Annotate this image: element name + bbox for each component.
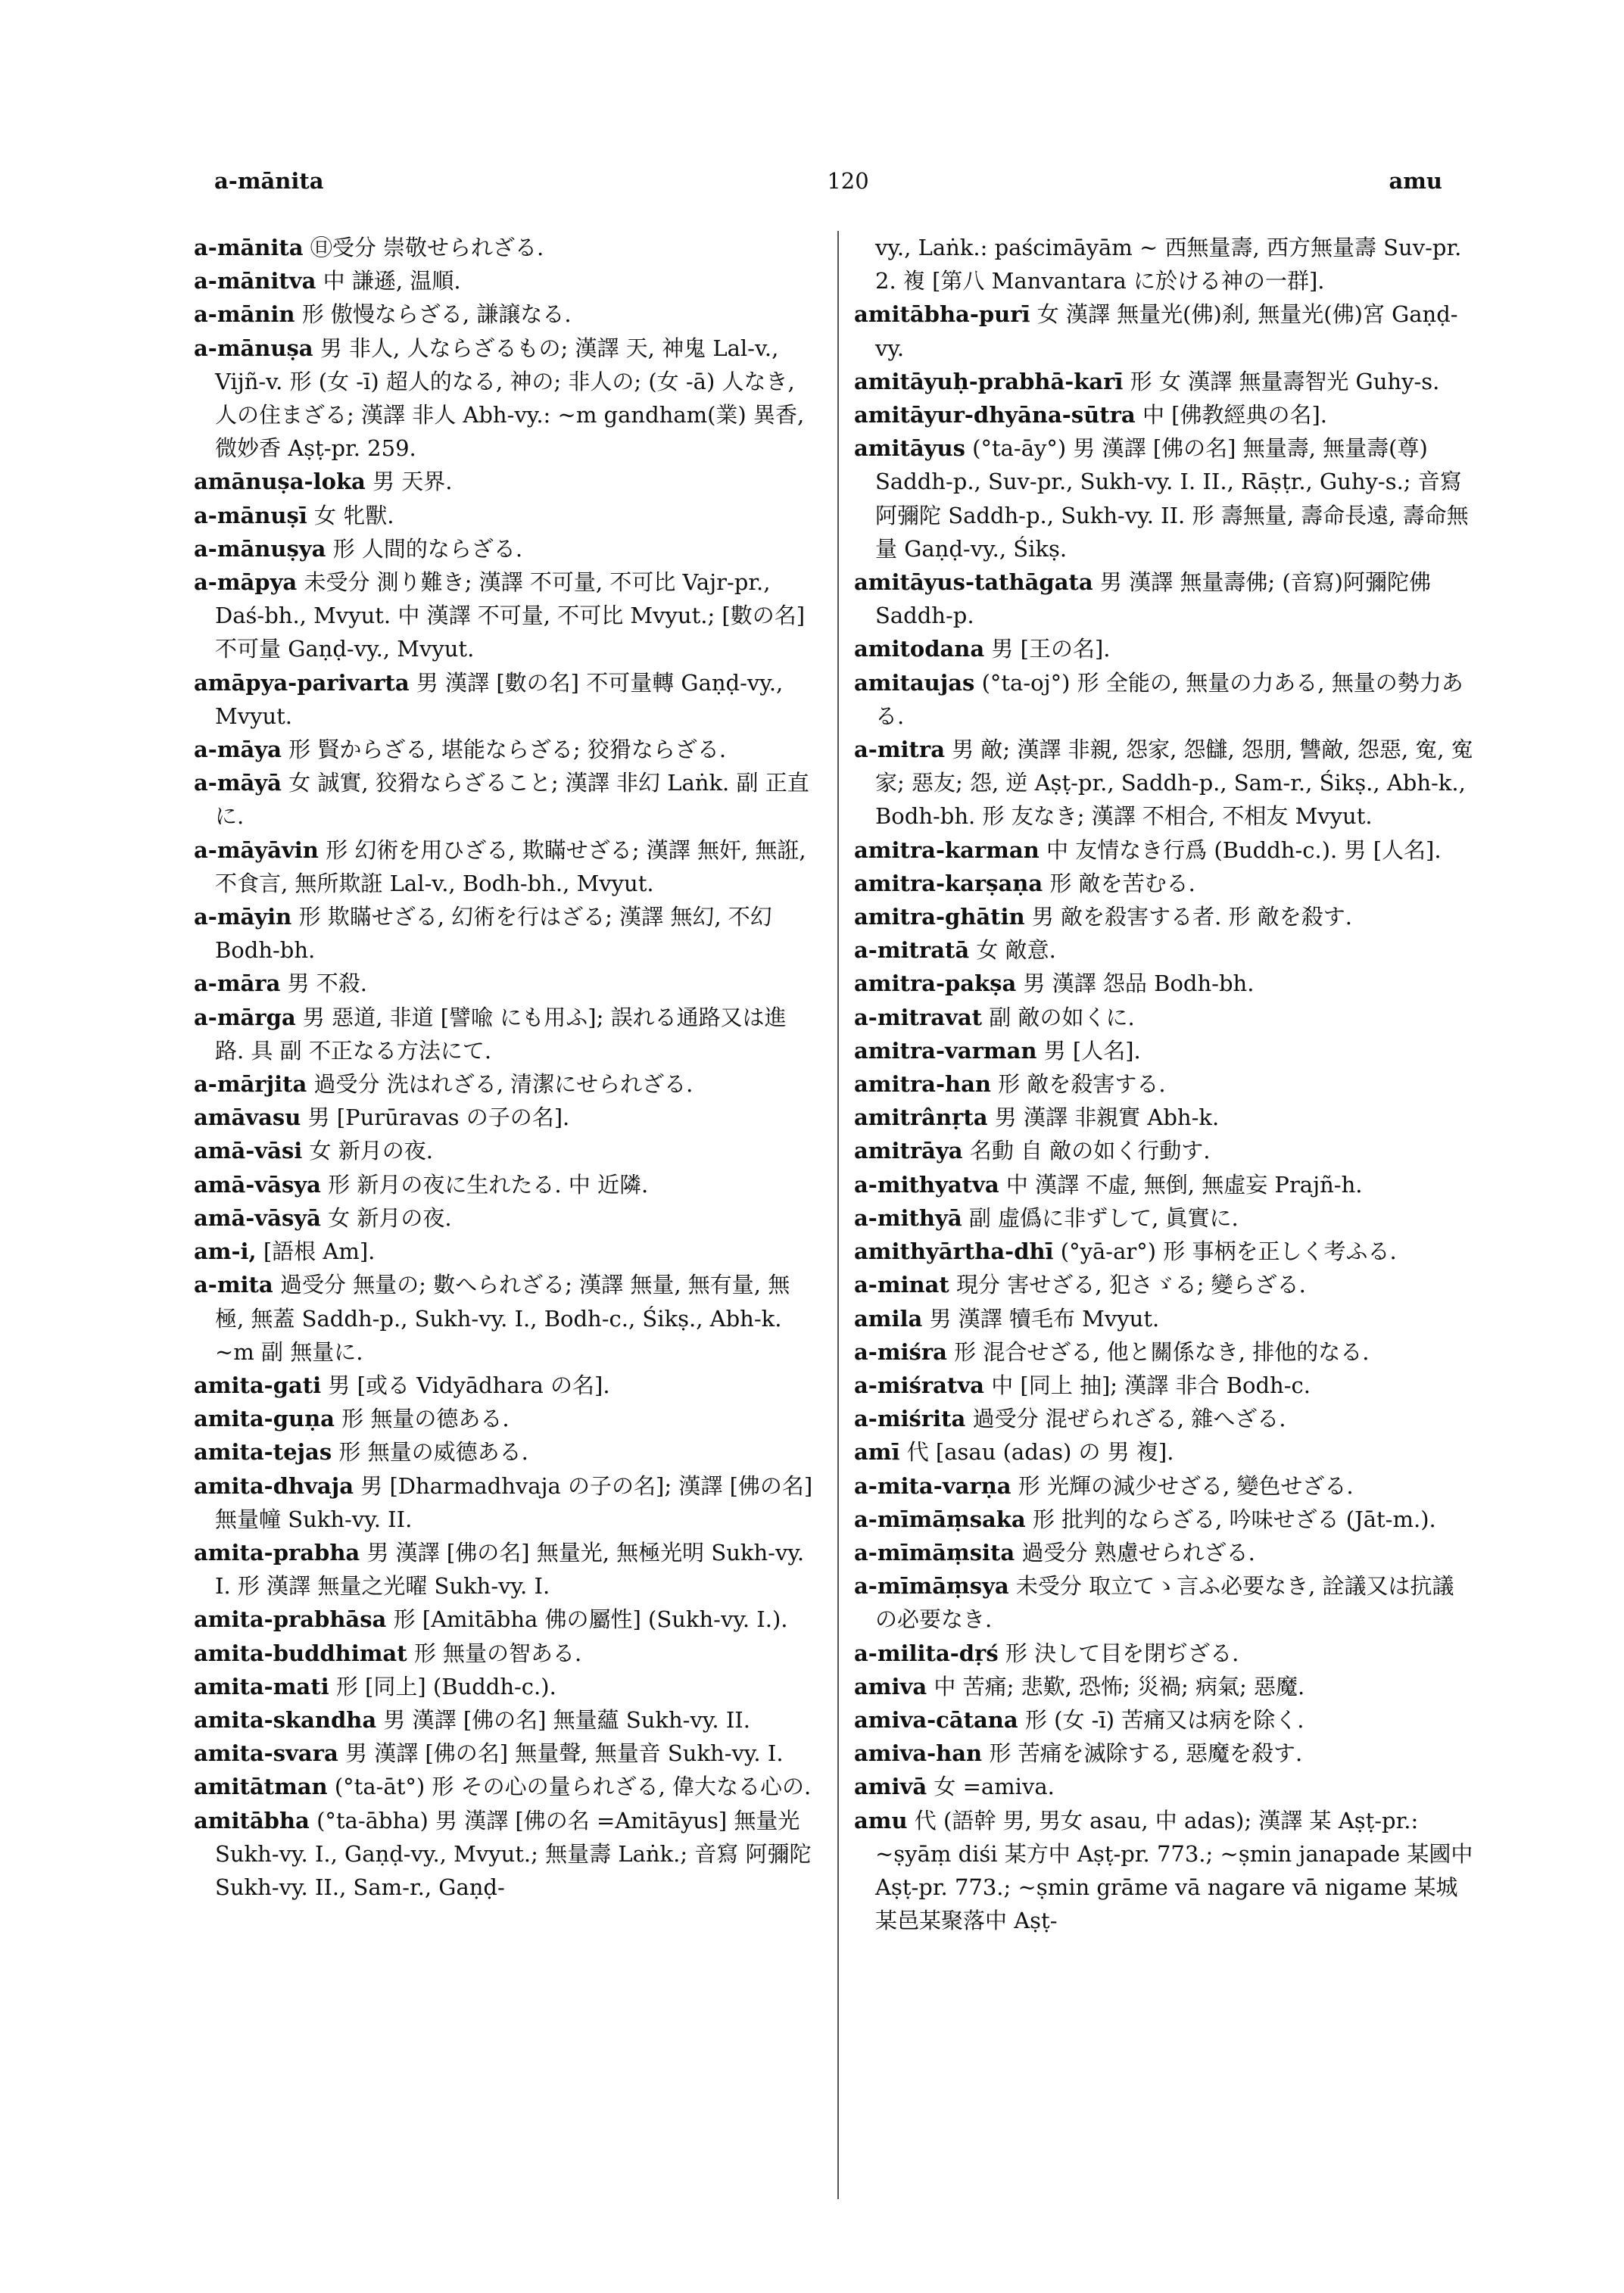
entry-headword: amita-guṇa <box>194 1406 335 1432</box>
entry-headword: amā-vāsyā <box>194 1204 321 1231</box>
entry-definition: 男 惡道, 非道 [譬喩 にも用ふ]; 誤れる通路又は進路. 具 副 不正なる方法にて. <box>215 1004 787 1064</box>
entry-headword: am-i, <box>194 1238 257 1265</box>
entry-definition: ㊐受分 崇敬せられざる. <box>310 235 544 260</box>
dictionary-entry <box>194 1101 815 1134</box>
entry-headword: amu <box>854 1807 908 1833</box>
entry-definition: 形 批判的ならざる, 吟味せざる (Jāt-m.). <box>1032 1506 1436 1532</box>
dictionary-entry <box>194 1067 815 1101</box>
dictionary-entry <box>854 867 1475 900</box>
entry-definition: 男 漢譯 無量壽佛; (音寫)阿彌陀佛 Saddh-p. <box>875 569 1431 629</box>
dictionary-entry <box>194 264 815 298</box>
entry-headword: amitra-varman <box>854 1037 1037 1064</box>
entry-definition: 男 漢譯 怨品 Bodh-bh. <box>1023 970 1255 997</box>
entry-headword: amī <box>854 1439 900 1466</box>
entry-definition: 男 [Purūravas の子の名]. <box>307 1104 570 1131</box>
dictionary-entry <box>194 1737 815 1770</box>
entry-headword: a-mitratā <box>854 937 970 964</box>
running-head-left: a-mānita <box>214 168 324 194</box>
entry-definition: 中 漢譯 不虛, 無倒, 無虛妄 Prajñ-h. <box>1005 1171 1363 1198</box>
entry-definition: [語根 Am]. <box>263 1238 376 1265</box>
entry-headword: amita-mati <box>194 1673 329 1699</box>
dictionary-entry <box>854 900 1475 933</box>
dictionary-entry <box>194 1201 815 1235</box>
entry-headword: a-miśra <box>854 1338 947 1365</box>
dictionary-entry <box>854 1536 1475 1569</box>
entry-definition: 女 漢譯 無量光(佛)刹, 無量光(佛)宮 Gaṇḍ-vy. <box>875 301 1458 361</box>
entry-headword: amila <box>854 1305 923 1332</box>
dictionary-entry <box>854 632 1475 665</box>
dictionary-entry <box>854 833 1475 867</box>
entry-definition: 中 友情なき行爲 (Buddh-c.). 男 [人名]. <box>1046 837 1442 863</box>
entry-definition: 形 決して目を閉ぢざる. <box>1005 1640 1239 1666</box>
entry-definition: 過受分 無量の; 數へられざる; 漢譯 無量, 無有量, 無極, 無蓋 Saddh-p., Sukh-vy. I., Bodh-c., Śikṣ., Abh-k. ~m 副 無量に. <box>215 1272 790 1365</box>
entry-headword: a-milita-dṛś <box>854 1640 999 1666</box>
entry-headword: a-mithyatva <box>854 1171 999 1198</box>
entry-headword: amithyārtha-dhī <box>854 1238 1054 1265</box>
entry-headword: amivā <box>854 1774 927 1800</box>
dictionary-entry <box>854 967 1475 1000</box>
entry-headword: amita-gati <box>194 1372 322 1398</box>
entry-headword: a-mānuṣya <box>194 535 326 562</box>
entry-headword: amitāyur-dhyāna-sūtra <box>854 402 1136 428</box>
entry-definition: 形 混合せざる, 他と關係なき, 排他的なる. <box>954 1338 1370 1365</box>
dictionary-entry <box>194 231 815 264</box>
dictionary-entry <box>194 1703 815 1737</box>
entry-headword: a-mānin <box>194 301 295 328</box>
entry-definition: (°ta-āy°) 男 漢譯 [佛の名] 無量壽, 無量壽(尊) Saddh-p., Suv-pr., Sukh-vy. I. II., Rāṣṭr., Guhy-s.; 音寫 阿彌陀 Saddh-p., Sukh-vy. II. 形 壽無量, 壽命長遠, 壽命無量 Gaṇḍ-vy., Śikṣ. <box>875 435 1469 562</box>
dictionary-entry <box>194 499 815 532</box>
dictionary-entry <box>854 733 1475 833</box>
dictionary-entry <box>194 298 815 331</box>
dictionary-entry <box>194 1168 815 1201</box>
entry-definition: (°ta-ābha) 男 漢譯 [佛の名 =Amitāyus] 無量光 Sukh-vy. I., Gaṇḍ-vy., Mvyut.; 無量壽 Laṅk.; 音寫 阿彌陀 Sukh-vy. II., Sam-r., Gaṇḍ- <box>215 1807 812 1900</box>
entry-headword: amita-skandha <box>194 1706 377 1733</box>
entry-headword: a-minat <box>854 1272 949 1298</box>
dictionary-entry <box>854 231 1475 298</box>
dictionary-entry <box>194 1235 815 1268</box>
entry-headword: amitra-karman <box>854 837 1040 863</box>
dictionary-entry <box>194 1670 815 1703</box>
entry-definition: 男 漢譯 [數の名] 不可量轉 Gaṇḍ-vy., Mvyut. <box>215 669 784 729</box>
entry-headword: amitra-pakṣa <box>854 970 1017 997</box>
entry-headword: amā-vāsya <box>194 1171 321 1198</box>
entry-definition: 形 [同上] (Buddh-c.). <box>335 1673 556 1699</box>
entry-definition: 女 新月の夜. <box>309 1138 433 1164</box>
dictionary-entry <box>854 1369 1475 1402</box>
dictionary-entry <box>194 1435 815 1469</box>
entry-headword: a-miśrita <box>854 1406 966 1432</box>
entry-definition: 形 幻術を用ひざる, 欺瞞せざる; 漢譯 無奸, 無誑, 不食言, 無所欺誑 Lal-v., Bodh-bh., Mvyut. <box>215 837 806 896</box>
entry-headword: amita-buddhimat <box>194 1640 407 1666</box>
entry-definition: 形 傲慢ならざる, 謙譲なる. <box>301 301 572 328</box>
entry-definition: 形 (女 -ī) 苦痛又は病を除く. <box>1024 1706 1304 1733</box>
entry-headword: amitra-han <box>854 1071 991 1098</box>
entry-definition: 男 [王の名]. <box>991 636 1111 662</box>
dictionary-entry <box>854 1804 1475 1938</box>
dictionary-entry <box>854 1637 1475 1670</box>
entry-definition: 男 天界. <box>372 469 453 495</box>
dictionary-entry <box>854 1335 1475 1369</box>
dictionary-entry <box>854 1469 1475 1503</box>
entry-definition: 形 無量の威德ある. <box>338 1439 528 1466</box>
dictionary-entry <box>194 1603 815 1636</box>
dictionary-entry <box>194 1469 815 1536</box>
entry-headword: a-mīmāṃsaka <box>854 1506 1026 1532</box>
entry-definition: 名動 自 敵の如く行動す. <box>969 1138 1211 1164</box>
dictionary-entry <box>194 900 815 967</box>
entry-definition: 現分 害せざる, 犯さゞる; 變らざる. <box>956 1272 1306 1298</box>
dictionary-entry <box>854 1737 1475 1770</box>
dictionary-entry <box>194 1402 815 1435</box>
dictionary-entry <box>854 1168 1475 1201</box>
dictionary-entry <box>194 733 815 766</box>
dictionary-entry <box>854 1770 1475 1803</box>
entry-headword: amiva-cātana <box>854 1706 1018 1733</box>
running-head-right: amu <box>1389 168 1442 194</box>
entry-definition: 男 [Dharmadhvaja の子の名]; 漢譯 [佛の名] 無量幢 Sukh-vy. II. <box>215 1472 813 1532</box>
left-column <box>194 231 815 1904</box>
entry-definition: 男 敵; 漢譯 非親, 怨家, 怨讎, 怨朋, 讐敵, 怨惡, 寃, 寃家; 惡友; 怨, 逆 Aṣṭ-pr., Saddh-p., Sam-r., Śikṣ., Abh-k., Bodh-bh. 形 友なき; 漢譯 不相合, 不相友 Mvyut. <box>875 737 1473 830</box>
dictionary-entry <box>194 666 815 733</box>
dictionary-entry <box>854 1435 1475 1469</box>
entry-definition: 男 不殺. <box>287 970 368 997</box>
entry-definition: 男 漢譯 [佛の名] 無量蘊 Sukh-vy. II. <box>383 1706 750 1733</box>
dictionary-entry <box>194 1134 815 1167</box>
entry-headword: amitāyuḥ-prabhā-karī <box>854 368 1124 394</box>
entry-headword: amitrânṛta <box>854 1104 988 1131</box>
dictionary-entry <box>854 398 1475 431</box>
entry-definition: 中 苦痛; 悲歎, 恐怖; 災禍; 病氣; 惡魔. <box>934 1673 1305 1699</box>
dictionary-entry <box>854 1302 1475 1335</box>
dictionary-entry <box>194 565 815 666</box>
entry-definition: 形 人間的ならざる. <box>332 535 523 562</box>
dictionary-entry <box>194 766 815 833</box>
entry-definition: vy., Laṅk.: paścimāyām ~ 西無量壽, 西方無量壽 Suv-pr. 2. 複 [第八 Manvantara に於ける神の一群]. <box>875 235 1462 294</box>
entry-headword: a-mitravat <box>854 1004 983 1030</box>
dictionary-entry <box>854 933 1475 967</box>
entry-headword: amā-vāsi <box>194 1138 303 1164</box>
dictionary-entry <box>854 1569 1475 1636</box>
entry-headword: amitodana <box>854 636 985 662</box>
entry-headword: amāpya-parivarta <box>194 669 410 696</box>
entry-definition: 女 誠實, 狡猾ならざること; 漢譯 非幻 Laṅk. 副 正直に. <box>215 770 809 830</box>
entry-headword: a-mārjita <box>194 1071 307 1098</box>
entry-definition: 女 新月の夜. <box>328 1204 452 1231</box>
dictionary-entry <box>854 365 1475 398</box>
entry-headword: amitāyus <box>854 435 965 462</box>
entry-headword: a-mānita <box>194 235 304 260</box>
entry-headword: a-miśratva <box>854 1372 984 1398</box>
dictionary-entry <box>194 1536 815 1603</box>
dictionary-entry <box>854 1001 1475 1034</box>
right-column <box>854 231 1475 1937</box>
entry-headword: a-māyin <box>194 904 292 930</box>
entry-definition: 副 敵の如くに. <box>989 1004 1135 1030</box>
dictionary-entry <box>854 298 1475 364</box>
entry-headword: amiva-han <box>854 1740 983 1767</box>
dictionary-entry <box>854 1101 1475 1134</box>
entry-definition: 男 漢譯 犢毛布 Mvyut. <box>929 1305 1160 1332</box>
entry-headword: a-māra <box>194 970 281 997</box>
dictionary-entry <box>194 1001 815 1067</box>
entry-headword: amitaujas <box>854 669 975 696</box>
entry-definition: 形 苦痛を滅除する, 惡魔を殺す. <box>989 1740 1303 1767</box>
dictionary-entry <box>854 1235 1475 1268</box>
dictionary-entry <box>854 1034 1475 1067</box>
entry-definition: 女 牝獸. <box>314 502 394 528</box>
entry-headword: a-mīmāṃsya <box>854 1573 1009 1600</box>
dictionary-entry <box>194 833 815 900</box>
entry-headword: a-māya <box>194 737 282 763</box>
entry-headword: amitra-ghātin <box>854 904 1025 930</box>
entry-headword: a-māyāvin <box>194 837 319 863</box>
entry-headword: amitābha-purī <box>854 301 1030 328</box>
entry-headword: amānuṣa-loka <box>194 469 366 495</box>
entry-headword: a-mānuṣa <box>194 335 313 361</box>
entry-headword: amitāyus-tathāgata <box>854 569 1093 596</box>
entry-definition: 代 (語幹 男, 男女 asau, 中 adas); 漢譯 某 Aṣṭ-pr.: ~ṣyāṃ diśi 某方中 Aṣṭ-pr. 773.; ~ṣmin janapade 某國中 Aṣṭ-pr. 773.; ~ṣmin grāme vā nagare vā nigame 某城某邑某聚落中 Aṣṭ- <box>875 1807 1473 1934</box>
dictionary-entry <box>194 1637 815 1670</box>
entry-headword: amitra-karṣaṇa <box>854 870 1043 896</box>
dictionary-entry <box>854 565 1475 632</box>
entry-headword: a-mita <box>194 1272 273 1298</box>
entry-definition: 形 敵を苦むる. <box>1049 870 1195 896</box>
dictionary-entry <box>194 1369 815 1402</box>
dictionary-entry <box>194 1804 815 1905</box>
entry-definition: (°ta-oj°) 形 全能の, 無量の力ある, 無量の勢力ある. <box>875 669 1463 729</box>
entry-definition: 形 敵を殺害する. <box>998 1071 1166 1098</box>
entry-definition: 男 [或る Vidyādhara の名]. <box>328 1372 610 1398</box>
entry-headword: amita-dhvaja <box>194 1472 354 1499</box>
dictionary-entry <box>854 1134 1475 1167</box>
entry-definition: 男 [人名]. <box>1043 1037 1141 1064</box>
entry-definition: 男 漢譯 非親實 Abh-k. <box>994 1104 1220 1131</box>
entry-headword: a-mīmāṃsita <box>854 1539 1015 1566</box>
dictionary-entry <box>194 332 815 466</box>
entry-definition: 過受分 熟慮せられざる. <box>1021 1539 1255 1566</box>
entry-headword: amita-svara <box>194 1740 338 1767</box>
entry-headword: a-mitra <box>854 737 945 763</box>
dictionary-entry <box>194 1770 815 1803</box>
entry-definition: 男 敵を殺害する者. 形 敵を殺す. <box>1031 904 1352 930</box>
entry-headword: a-mithyā <box>854 1204 962 1231</box>
entry-headword: amiva <box>854 1673 927 1699</box>
entry-definition: 未受分 取立てゝ言ふ必要なき, 詮議又は抗議の必要なき. <box>875 1573 1454 1633</box>
dictionary-entry <box>194 1268 815 1369</box>
dictionary-entry <box>854 1503 1475 1536</box>
entry-headword: a-māpya <box>194 569 298 596</box>
entry-definition: 中 謙遜, 温順. <box>323 268 461 294</box>
entry-definition: 中 [佛教經典の名]. <box>1142 402 1328 428</box>
entry-headword: a-mānuṣī <box>194 502 307 528</box>
dictionary-entry <box>194 532 815 565</box>
entry-definition: 過受分 洗はれざる, 清潔にせられざる. <box>313 1071 694 1098</box>
entry-definition: 形 [Amitābha 佛の屬性] (Sukh-vy. I.). <box>393 1606 788 1633</box>
entry-headword: a-māyā <box>194 770 282 796</box>
entry-definition: 男 非人, 人ならざるもの; 漢譯 天, 神鬼 Lal-v., Vijñ-v. 形 (女 -ī) 超人的なる, 神の; 非人の; (女 -ā) 人なき, 人の住まざる; 漢譯 非人 Abh-vy.: ~m gandham(業) 異香, 微妙香 Aṣṭ-pr. 259. <box>215 335 805 462</box>
entry-headword: amita-prabha <box>194 1539 360 1566</box>
dictionary-entry <box>854 1201 1475 1235</box>
entry-headword: a-mita-varṇa <box>854 1472 1011 1499</box>
page-number: 120 <box>827 168 869 194</box>
entry-definition: 形 欺瞞せざる, 幻術を行はざる; 漢譯 無幻, 不幻 Bodh-bh. <box>215 904 772 964</box>
dictionary-entry <box>854 1670 1475 1703</box>
dictionary-entry <box>854 1402 1475 1435</box>
entry-definition: 男 漢譯 [佛の名] 無量光, 無極光明 Sukh-vy. I. 形 漢譯 無量之光曜 Sukh-vy. I. <box>215 1539 805 1600</box>
entry-definition: (°ta-āt°) 形 その心の量られざる, 偉大なる心の. <box>334 1774 812 1800</box>
entry-headword: amita-prabhāsa <box>194 1606 387 1633</box>
dictionary-entry <box>854 1067 1475 1101</box>
entry-definition: 形 女 漢譯 無量壽智光 Guhy-s. <box>1130 368 1440 394</box>
entry-definition: (°yā-ar°) 形 事柄を正しく考ふる. <box>1060 1238 1397 1265</box>
column-divider <box>837 231 839 2199</box>
entry-definition: 代 [asau (adas) の 男 複]. <box>906 1439 1174 1466</box>
entry-definition: 過受分 混ぜられざる, 雜へざる. <box>972 1406 1286 1432</box>
entry-headword: a-mānitva <box>194 268 316 294</box>
entry-definition: 中 [同上 抽]; 漢譯 非合 Bodh-c. <box>991 1372 1311 1398</box>
entry-headword: amitātman <box>194 1774 328 1800</box>
entry-headword: amāvasu <box>194 1104 301 1131</box>
entry-definition: 副 虛僞に非ずして, 眞實に. <box>968 1204 1239 1231</box>
dictionary-entry <box>194 967 815 1000</box>
dictionary-entry <box>854 431 1475 565</box>
dictionary-entry <box>854 1703 1475 1737</box>
dictionary-entry <box>854 666 1475 733</box>
entry-headword: amita-tejas <box>194 1439 332 1466</box>
entry-headword: amitābha <box>194 1807 310 1833</box>
entry-definition: 男 漢譯 [佛の名] 無量聲, 無量音 Sukh-vy. I. <box>344 1740 784 1767</box>
entry-definition: 形 無量の德ある. <box>341 1406 510 1432</box>
entry-headword: amitrāya <box>854 1138 963 1164</box>
entry-definition: 女 =amiva. <box>934 1774 1055 1800</box>
entry-definition: 形 賢からざる, 堪能ならざる; 狡猾ならざる. <box>288 737 727 763</box>
entry-definition: 形 無量の智ある. <box>413 1640 582 1666</box>
dictionary-entry <box>194 465 815 498</box>
entry-definition: 形 光輝の減少せざる, 變色せざる. <box>1018 1472 1354 1499</box>
entry-definition: 未受分 測り難き; 漢譯 不可量, 不可比 Vajr-pr., Daś-bh., Mvyut. 中 漢譯 不可量, 不可比 Mvyut.; [數の名] 不可量 Gaṇḍ-vy., Mvyut. <box>215 569 806 662</box>
entry-definition: 女 敵意. <box>976 937 1056 964</box>
dictionary-entry <box>854 1268 1475 1301</box>
entry-headword: a-mārga <box>194 1004 296 1030</box>
entry-definition: 形 新月の夜に生れたる. 中 近隣. <box>328 1171 649 1198</box>
